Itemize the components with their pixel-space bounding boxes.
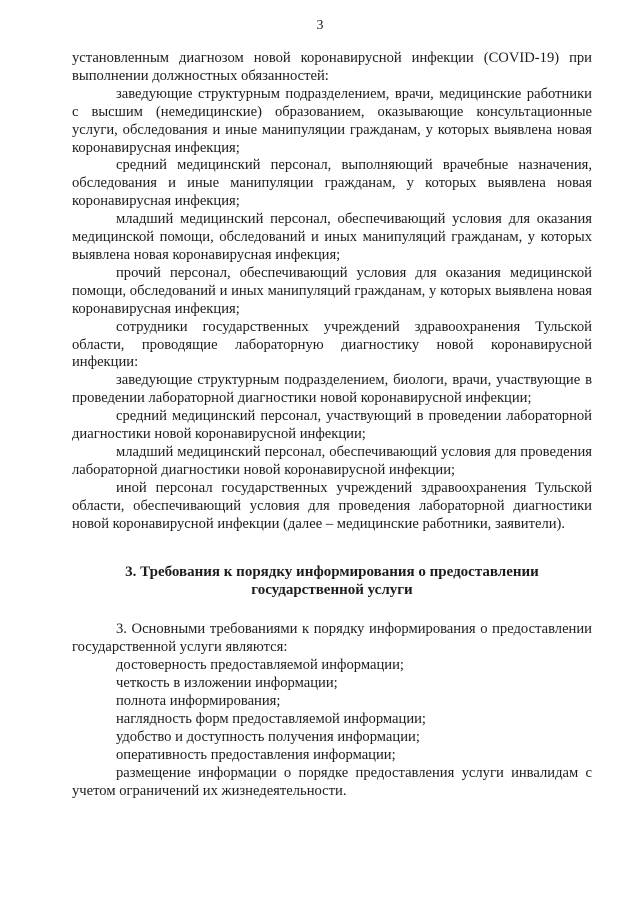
paragraph: установленным диагнозом новой коронавирусной инфекции (COVID-19) при выполнении должностных обязанностей: [72, 50, 592, 84]
paragraph: сотрудники государственных учреждений здравоохранения Тульской области, проводящие лабораторную диагностику новой коронавирусной инфекции: [72, 318, 592, 371]
section-heading-line: государственной услуги [251, 582, 413, 599]
section-intro: 3. Основными требованиями к порядку информирования о предоставлении государственной услуги являются: [72, 621, 592, 656]
paragraph: младший медицинский персонал, обеспечивающий условия для проведения лабораторной диагностики новой коронавирусной инфекции; [72, 443, 592, 478]
list-item: четкость в изложении информации; [116, 675, 338, 692]
page-number: 3 [316, 18, 324, 33]
document-body [72, 50, 592, 801]
paragraph: средний медицинский персонал, участвующий в проведении лабораторной диагностики новой коронавирусной инфекции; [72, 408, 592, 443]
paragraph: младший медицинский персонал, обеспечивающий условия для оказания медицинской помощи, обследований и иных манипуляций гражданам, у которых выявлена новая коронавирусная инфекция; [72, 211, 592, 263]
paragraph: иной персонал государственных учреждений здравоохранения Тульской области, обеспечивающий условия для проведения лабораторной диагностики новой коронавирусной инфекции (далее – медицинские работники, заявители). [72, 479, 592, 532]
list-item: оперативность предоставления информации; [116, 746, 396, 763]
section-heading-line: 3. Требования к порядку информирования о предоставлении [125, 564, 539, 581]
paragraph: средний медицинский персонал, выполняющий врачебные назначения, обследования и иные манипуляции гражданам, у которых выявлена новая коронавирусная инфекция; [72, 157, 592, 210]
section-heading [72, 563, 592, 599]
list-item: полнота информирования; [116, 693, 281, 710]
list-item: достоверность предоставляемой информации; [116, 657, 404, 674]
paragraph: заведующие структурным подразделением, биологи, врачи, участвующие в проведении лабораторной диагностики новой коронавирусной инфекции; [72, 372, 592, 407]
paragraph: заведующие структурным подразделением, врачи, медицинские работники с высшим (немедицинские) образованием, оказывающие консультационные услуги, обследования и иные манипуляции гражданам, у которых выявлена новая коронавирусная инфекция; [72, 85, 592, 156]
list-item: размещение информации о порядке предоставления услуги инвалидам с учетом ограничений их жизнедеятельности. [72, 764, 592, 799]
paragraph: прочий персонал, обеспечивающий условия для оказания медицинской помощи, обследований и иных манипуляций гражданам, у которых выявлена новая коронавирусная инфекция; [72, 264, 592, 317]
list-item: наглядность форм предоставляемой информации; [116, 711, 426, 727]
requirements-list [72, 621, 592, 800]
list-item: удобство и доступность получения информации; [116, 728, 420, 745]
